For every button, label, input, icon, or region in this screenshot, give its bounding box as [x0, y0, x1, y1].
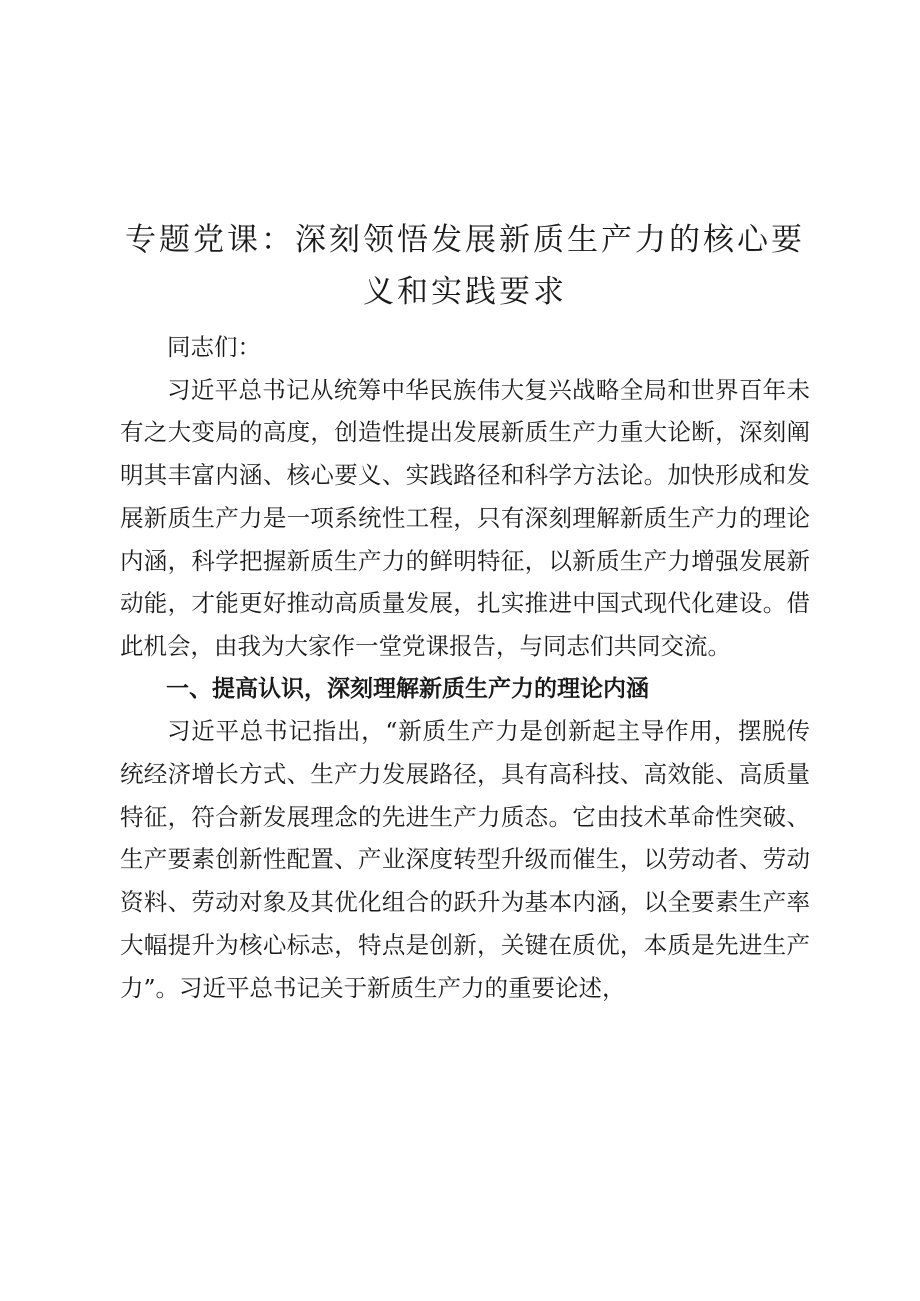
- document-title: 专题党课：深刻领悟发展新质生产力的核心要义和实践要求: [125, 222, 805, 310]
- section-heading: 一、提高认识，深刻理解新质生产力的理论内涵: [166, 675, 649, 702]
- intro-paragraph: 习近平总书记从统筹中华民族伟大复兴战略全局和世界百年未有之大变局的高度，创造性提出发展新质生产力重大论断，深刻阐明其丰富内涵、核心要义、实践路径和科学方法论。加快形成和发展新质生产力是一项系统性工程，只有深刻理解新质生产力的理论内涵，科学把握新质生产力的鲜明特征，以新质生产力增强发展新动能，才能更好推动高质量发展，扎实推进中国式现代化建设。借此机会，由我为大家作一堂党课报告，与同志们共同交流。: [120, 375, 810, 660]
- section-paragraph: 习近平总书记指出，“新质生产力是创新起主导作用，摆脱传统经济增长方式、生产力发展路径，具有高科技、高效能、高质量特征，符合新发展理念的先进生产力质态。它由技术革命性突破、生产要素创新性配置、产业深度转型升级而催生，以劳动者、劳动资料、劳动对象及其优化组合的跃升为基本内涵，以全要素生产率大幅提升为核心标志，特点是创新，关键在质优，本质是先进生产力”。习近平总书记关于新质生产力的重要论述，: [120, 717, 810, 1002]
- document-body: [120, 326, 810, 1009]
- salutation: 同志们：: [167, 333, 261, 361]
